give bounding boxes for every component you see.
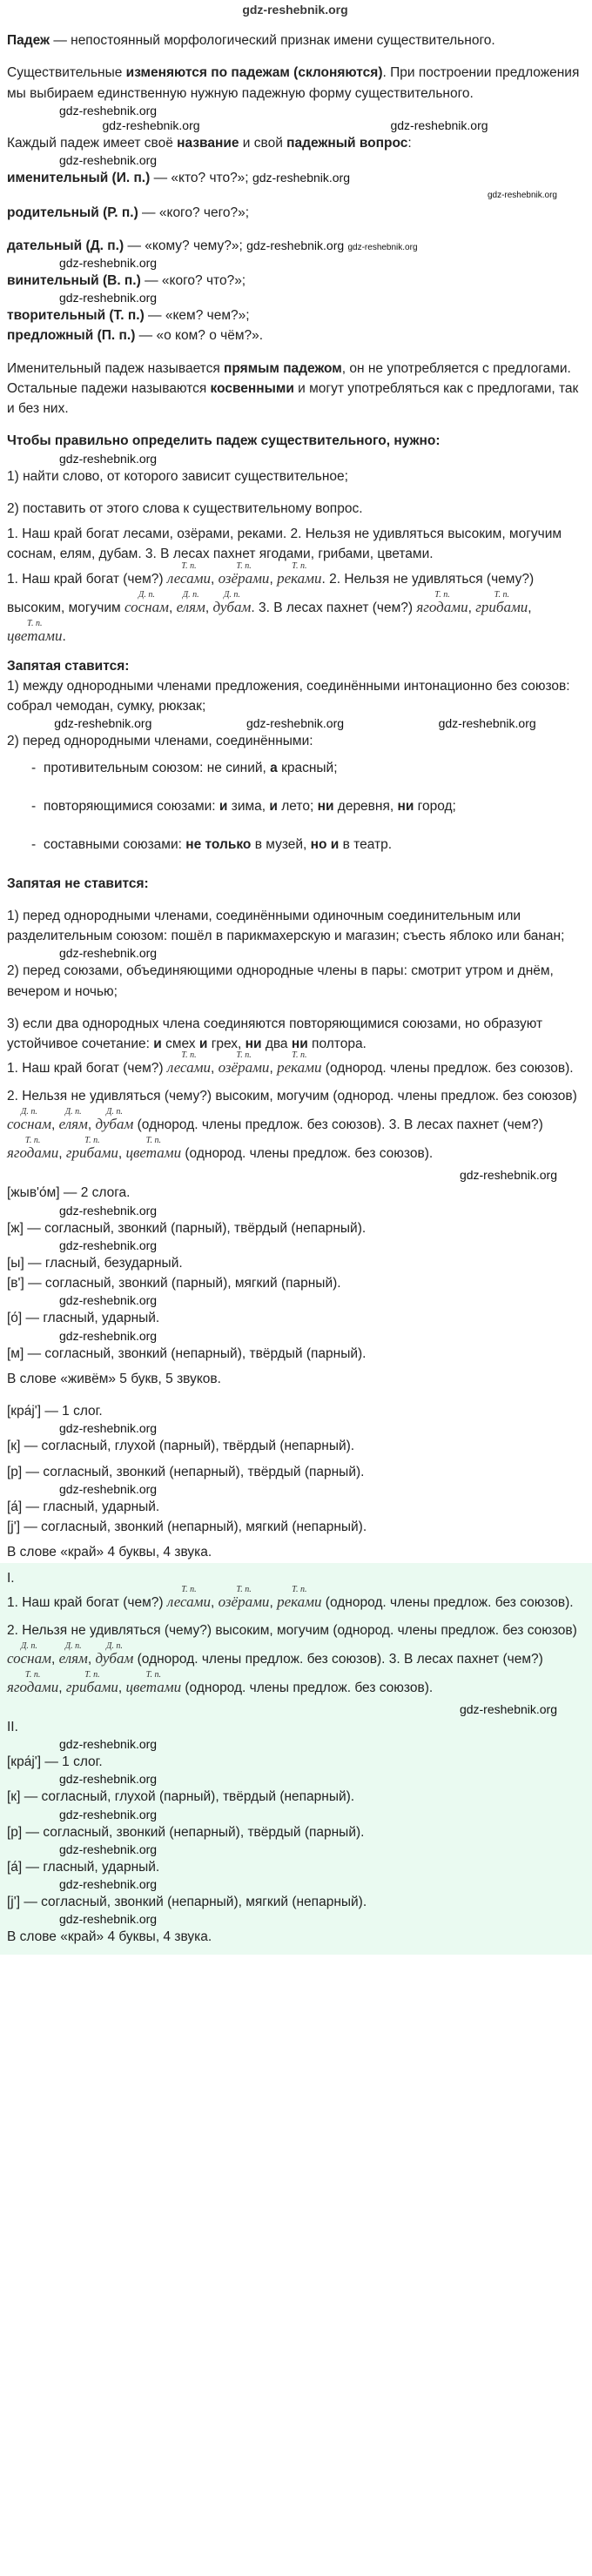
comma-rules-title: Запятая ставится: — [7, 658, 130, 674]
watermark: gdz-reshebnik.org — [487, 191, 557, 201]
phonetic-line: [ж] — согласный, звонкий (парный), твёрдый (непарный). — [7, 1220, 367, 1236]
case-marked-word: Д. п. соснам — [7, 1640, 51, 1667]
definition-paragraph: Падеж — непостоянный морфологический признак имени существительного. — [7, 33, 495, 48]
declension-paragraph: Существительные изменяются по падежам (склоняются). При построении предложения мы выбираем единственную нужную падежную форму существительного. — [7, 65, 580, 101]
phonetic-line: [а́] — гласный, ударный. — [7, 1859, 160, 1875]
case-marked-word: Д. п. соснам — [124, 589, 169, 615]
watermark: gdz-reshebnik.org — [438, 716, 536, 731]
watermark: gdz-reshebnik.org — [59, 1737, 158, 1751]
syntax-analysis: 1. Наш край богат (чем?) Т. п. лесами, Т. п. озёрами, Т. п. реками (однород. члены предлож. без союзов). 2. Нельзя не удивляться (чему?) высоким, могучим (однород. члены предлож. без союзов) Д. п. соснам, Д. п. елям, Д. п. дубам (однород. члены предлож. без союзов). 3. В лесах пахнет (чем?) Т. п. ягодами, Т. п. грибами, Т. п. цветами (однород. члены предлож. без союзов). — [7, 1054, 583, 1168]
phonetic-word: [кра́j'] — 1 слог. — [7, 1754, 103, 1769]
watermark: gdz-reshebnik.org — [59, 1807, 158, 1821]
watermark: gdz-reshebnik.org — [102, 117, 200, 132]
case-marked-word: Т. п. грибами — [65, 1669, 118, 1695]
case-marked-word: Т. п. цветами — [7, 618, 63, 644]
case-marked-word: Д. п. дубам — [212, 589, 252, 615]
case-marked-word: Т. п. озёрами — [218, 1584, 270, 1610]
watermark: gdz-reshebnik.org — [59, 1772, 158, 1787]
case-marked-word: Т. п. реками — [277, 560, 322, 587]
case-marked-word: Д. п. дубам — [95, 1640, 134, 1667]
phonetic-summary: В слове «край» 4 буквы, 4 звука. — [7, 1545, 212, 1560]
watermark: gdz-reshebnik.org — [59, 946, 158, 961]
phonetic-line: [р] — согласный, звонкий (непарный), твёрдый (парный). — [7, 1464, 365, 1479]
case-marked-word: Т. п. грибами — [475, 589, 528, 615]
case-marked-word: Д. п. елям — [58, 1640, 88, 1667]
nocomma-rule: 2) перед союзами, объединяющими однородные члены в пары: смотрит утром и днём, вечером и ночью; — [7, 963, 554, 999]
phonetic-line: [о́] — гласный, ударный. — [7, 1311, 160, 1326]
nocomma-rule: 1) перед однородными членами, соединёнными одиночным соединительным или разделительным союзом: пошёл в парикмахерскую и магазин; съесть яблоко или банан; — [7, 908, 565, 943]
howto-step: 1) найти слово, от которого зависит существительное; — [7, 468, 348, 484]
case-item: творительный (Т. п.) — «кем? чем?»; — [7, 308, 250, 323]
watermark: gdz-reshebnik.org — [59, 1203, 158, 1218]
case-marked-word: Т. п. цветами — [125, 1669, 182, 1695]
case-analysis: 1. Наш край богат (чем?) Т. п. лесами, Т. п. озёрами, Т. п. реками. 2. Нельзя не удивляться (чему?) высоким, могучим Д. п. соснам, Д. п. елям, Д. п. дубам. 3. В лесах пахнет (чем?) Т. п. ягодами, Т. п. грибами, Т. п. цветами. — [7, 565, 583, 651]
watermark: gdz-reshebnik.org — [54, 716, 152, 731]
watermark: gdz-reshebnik.org — [252, 171, 350, 184]
nocomma-rule: 3) если два однородных члена соединяются повторяющимися союзами, но образуют устойчивое сочетание: и смех и грех, ни два ни полтора. — [7, 1016, 543, 1051]
watermark: gdz-reshebnik.org — [59, 1421, 158, 1436]
case-marked-word: Т. п. лесами — [166, 1584, 211, 1610]
answer-label: I. — [7, 1570, 15, 1586]
case-marked-word: Т. п. ягодами — [7, 1136, 59, 1162]
phonetic-line: [р] — согласный, звонкий (непарный), твёрдый (парный). — [7, 1824, 365, 1840]
case-marked-word: Т. п. лесами — [166, 1050, 211, 1077]
nocomma-rules-title: Запятая не ставится: — [7, 875, 149, 891]
watermark: gdz-reshebnik.org — [59, 255, 158, 270]
comma-rule: 2) перед однородными членами, соединёнными: — [7, 734, 313, 749]
phonetic-line: [ы] — гласный, безударный. — [7, 1255, 183, 1271]
case-item: дательный (Д. п.) — «кому? чему?»; gdz-reshebnik.org gdz-reshebnik.org — [7, 238, 418, 253]
case-marked-word: Т. п. ягодами — [416, 589, 468, 615]
answer-label: II. — [7, 1719, 18, 1734]
case-marked-word: Т. п. грибами — [65, 1136, 118, 1162]
phonetic-line: [j'] — согласный, звонкий (непарный), мягкий (непарный). — [7, 1895, 367, 1909]
phonetic-word: [жыв'о́м] — 2 слога. — [7, 1185, 131, 1201]
howto-title: Чтобы правильно определить падеж существительного, нужно: — [7, 433, 441, 449]
answer-block — [0, 1563, 592, 1955]
case-marked-word: Т. п. лесами — [166, 560, 211, 587]
case-marked-word: Т. п. реками — [277, 1584, 322, 1610]
case-marked-word: Т. п. озёрами — [218, 560, 270, 587]
watermark: gdz-reshebnik.org — [59, 1877, 158, 1891]
phonetic-line: [м] — согласный, звонкий (непарный), твёрдый (парный). — [7, 1345, 367, 1361]
phonetic-word: [кра́j'] — 1 слог. — [7, 1404, 103, 1419]
phonetic-analysis-zhivem — [7, 1183, 583, 1389]
phonetic-summary: В слове «край» 4 буквы, 4 звука. — [7, 1929, 212, 1945]
phonetic-line: [к] — согласный, глухой (парный), твёрдый (непарный). — [7, 1789, 355, 1805]
site-title[interactable]: gdz-reshebnik.org — [242, 3, 348, 17]
watermark: gdz-reshebnik.org — [390, 117, 488, 132]
phonetic-line: [а́] — гласный, ударный. — [7, 1499, 160, 1514]
case-marked-word: Т. п. ягодами — [7, 1669, 59, 1695]
answer-analysis: 1. Наш край богат (чем?) Т. п. лесами, Т. п. озёрами, Т. п. реками (однород. члены предлож. без союзов). 2. Нельзя не удивляться (чему?) высоким, могучим (однород. члены предлож. без союзов) Д. п. соснам, Д. п. елям, Д. п. дубам (однород. члены предлож. без союзов). 3. В лесах пахнет (чем?) Т. п. ягодами, Т. п. грибами, Т. п. цветами (однород. члены предлож. без союзов). — [7, 1588, 583, 1702]
case-marked-word: Д. п. елям — [58, 1107, 88, 1133]
watermark: gdz-reshebnik.org — [459, 1701, 557, 1716]
phonetic-analysis-krai — [7, 1401, 583, 1563]
watermark: gdz-reshebnik.org — [347, 242, 418, 252]
watermark: gdz-reshebnik.org — [59, 451, 158, 466]
watermark: gdz-reshebnik.org — [59, 1841, 158, 1856]
direct-case-paragraph: Именительный падеж называется прямым падежом, он не употребляется с предлогами. Остальные падежи называются косвенными и могут употребляться как с предлогами, так и без них. — [7, 360, 579, 416]
case-item: винительный (В. п.) — «кого? что?»; — [7, 272, 246, 288]
case-item: именительный (И. п.) — «кто? что?»; gdz-reshebnik.org — [7, 171, 350, 185]
watermark: gdz-reshebnik.org — [246, 716, 345, 731]
watermark: gdz-reshebnik.org — [59, 1293, 158, 1308]
watermark: gdz-reshebnik.org — [59, 153, 158, 167]
phonetic-summary: В слове «живём» 5 букв, 5 звуков. — [7, 1371, 221, 1386]
phonetic-line: [к] — согласный, глухой (парный), твёрдый (непарный). — [7, 1439, 355, 1454]
watermark: gdz-reshebnik.org — [59, 1328, 158, 1343]
watermark: gdz-reshebnik.org — [459, 1168, 557, 1183]
phonetic-line: [в'] — согласный, звонкий (парный), мягкий (парный). — [7, 1276, 341, 1291]
phonetic-line: [j'] — согласный, звонкий (непарный), мягкий (непарный). — [7, 1519, 367, 1534]
term-padezh: Падеж — [7, 33, 50, 48]
case-marked-word: Т. п. реками — [277, 1050, 322, 1077]
list-item: - повторяющимися союзами: и зима, и лето; ни деревня, ни город; — [31, 797, 583, 816]
case-marked-word: Д. п. дубам — [95, 1107, 134, 1133]
watermark: gdz-reshebnik.org — [59, 1912, 158, 1927]
case-item: предложный (П. п.) — «о ком? о чём?». — [7, 328, 264, 344]
list-item: - противительным союзом: не синий, а красный; — [31, 759, 583, 778]
case-item: родительный (Р. п.) — «кого? чего?»; — [7, 205, 250, 221]
case-marked-word: Т. п. озёрами — [218, 1050, 270, 1077]
case-marked-word: Д. п. соснам — [7, 1107, 51, 1133]
comma-rule: 1) между однородными членами предложения, соединёнными интонационно без союзов: собрал чемодан, сумку, рюкзак; — [7, 678, 570, 714]
case-marked-word: Д. п. елям — [176, 589, 205, 615]
case-marked-word: Т. п. цветами — [125, 1136, 182, 1162]
example-sentence: 1. Наш край богат лесами, озёрами, реками. 2. Нельзя не удивляться высоким, могучим соснам, елям, дубам. 3. В лесах пахнет ягодами, грибами, цветами. — [7, 527, 562, 562]
howto-step: 2) поставить от этого слова к существительному вопрос. — [7, 500, 363, 516]
cases-intro: Каждый падеж имеет своё название и свой падежный вопрос: — [7, 135, 412, 151]
list-item: - составными союзами: не только в музей, но и в театр. — [31, 835, 583, 855]
watermark: gdz-reshebnik.org — [246, 238, 345, 252]
watermark: gdz-reshebnik.org — [59, 1238, 158, 1252]
cases-list — [7, 168, 583, 346]
watermark: gdz-reshebnik.org — [59, 103, 158, 117]
watermark: gdz-reshebnik.org — [59, 291, 158, 305]
comma-conjunction-list — [7, 759, 583, 855]
watermark: gdz-reshebnik.org — [59, 1481, 158, 1496]
